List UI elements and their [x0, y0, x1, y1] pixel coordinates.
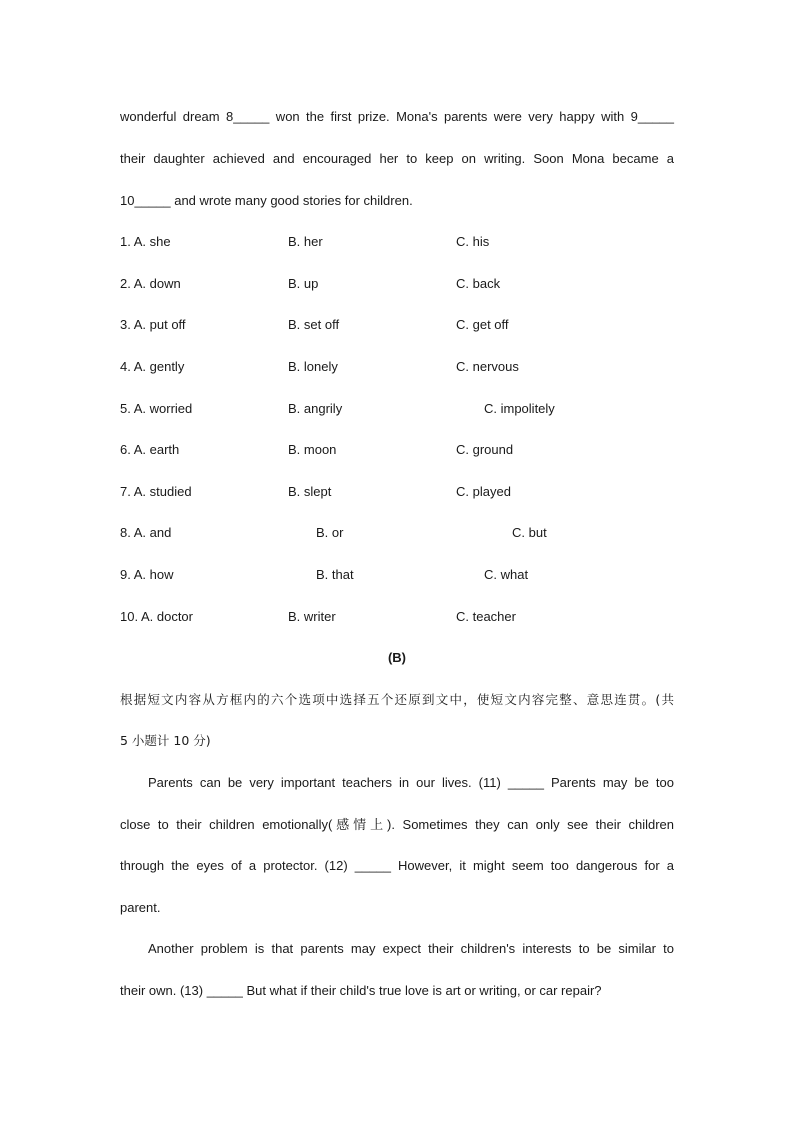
option-a: 1. A. she	[120, 234, 171, 249]
option-c: C. played	[456, 484, 511, 499]
option-c: C. his	[456, 234, 490, 249]
option-a: 7. A. studied	[120, 484, 192, 499]
option-b: B. lonely	[288, 359, 338, 374]
option-a: 2. A. down	[120, 276, 181, 291]
option-c: C. but	[512, 525, 547, 540]
option-a: 10. A. doctor	[120, 609, 193, 624]
option-b: B. slept	[288, 484, 332, 499]
paragraph-line: close to their children emotionally(感情上). Sometimes they can only see their children	[120, 817, 674, 832]
option-a: 6. A. earth	[120, 442, 180, 457]
section-title: (B)	[387, 650, 407, 665]
paragraph-line: their own. (13) _____ But what if their child's true love is art or writing, or car repair?	[120, 983, 602, 998]
option-a: 3. A. put off	[120, 317, 186, 332]
option-c: C. get off	[456, 317, 509, 332]
paragraph-line: parent.	[120, 900, 161, 915]
option-c: C. back	[456, 276, 501, 291]
option-c: C. impolitely	[484, 401, 555, 416]
passage-a-line: wonderful dream 8_____ won the first prize. Mona's parents were very happy with 9_____	[120, 109, 674, 124]
option-b: B. up	[288, 276, 319, 291]
option-a: 8. A. and	[120, 525, 172, 540]
paragraph-line: through the eyes of a protector. (12) _____ However, it might seem too dangerous for a	[120, 858, 674, 873]
instruction-line: 根据短文内容从方框内的六个选项中选择五个还原到文中，使短文内容完整、意思连贯。(共	[120, 692, 674, 707]
option-b: B. or	[316, 525, 344, 540]
option-c: C. what	[484, 567, 529, 582]
passage-a-line: 10_____ and wrote many good stories for children.	[120, 193, 413, 208]
paragraph-line: Another problem is that parents may expect their children's interests to be similar to	[148, 941, 674, 956]
option-a: 5. A. worried	[120, 401, 193, 416]
option-b: B. angrily	[288, 401, 343, 416]
instruction-line: 5 小题计 10 分)	[120, 733, 211, 748]
option-a: 4. A. gently	[120, 359, 185, 374]
option-b: B. writer	[288, 609, 336, 624]
option-b: B. her	[288, 234, 323, 249]
option-c: C. ground	[456, 442, 514, 457]
option-b: B. that	[316, 567, 354, 582]
option-b: B. set off	[288, 317, 340, 332]
passage-a-line: their daughter achieved and encouraged her to keep on writing. Soon Mona became a	[120, 151, 674, 166]
paragraph-line: Parents can be very important teachers in our lives. (11) _____ Parents may be too	[148, 775, 674, 790]
option-b: B. moon	[288, 442, 337, 457]
option-c: C. nervous	[456, 359, 519, 374]
option-c: C. teacher	[456, 609, 516, 624]
option-a: 9. A. how	[120, 567, 174, 582]
